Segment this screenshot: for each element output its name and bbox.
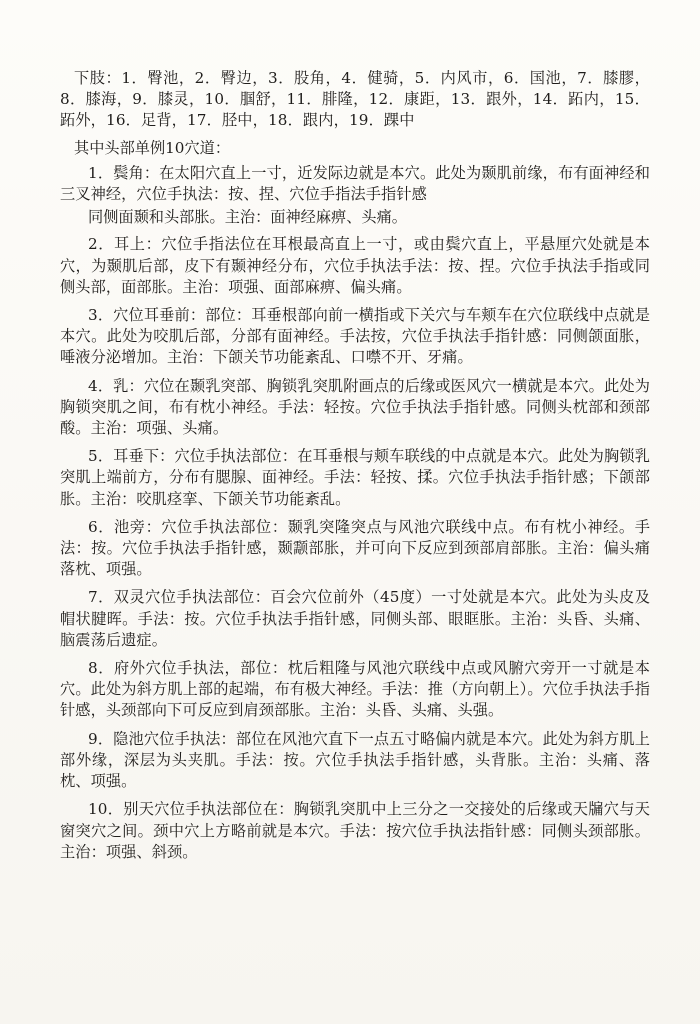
head-section-subtitle: 其中头部单例10穴道： bbox=[74, 138, 231, 157]
point-item-2: 2．耳上：穴位手指法位在耳根最高直上一寸，或由鬓穴直上，平悬厘穴处就是本穴，为颞肌后部，皮下有颞神经分布，穴位手执法手法：按、捏。穴位手执法手指或同侧头部，面部胀。主治：项强、面部麻痹、偏头痛。 bbox=[60, 235, 650, 296]
point-item-6: 6．池旁：穴位手执法部位：颞乳突隆突点与风池穴联线中点。布有枕小神经。手法：按。穴位手执法手指针感，颞颥部胀，并可向下反应到颈部肩部胀。主治：偏头痛落枕、项强。 bbox=[60, 517, 650, 579]
point-item-10: 10．别天穴位手执法部位在：胸锁乳突肌中上三分之一交接处的后缘或天牖穴与天窗突穴之间。颈中穴上方略前就是本穴。手法：按穴位手执法指针感：同侧头颈部胀。主治：项强、斜颈。 bbox=[60, 800, 650, 861]
point-item-1: 1．鬓角：在太阳穴直上一寸，近发际边就是本穴。此处为颞肌前缘，布有面神经和三叉神经，穴位手执法：按、捏、穴位手指法手指针感 bbox=[60, 163, 650, 204]
point-item-9: 9．隐池穴位手执法：部位在风池穴直下一点五寸略偏内就是本穴。此处为斜方肌上部外缘，深层为头夹肌。手法：按。穴位手执法手指针感，头背胀。主治：头痛、落枕、项强。 bbox=[60, 729, 650, 791]
lower-limb-points: 下肢：1．臀池，2．臀边，3．股角，4．健骑，5．内风市，6．国池，7．膝膠，8．膝海，9．膝灵，10．腘舒，11．腓隆，12．康距，13．跟外，14．跖内，15．跖外，16．足背，17．胫中，18．跟内，19．踝中 bbox=[60, 69, 650, 130]
point-item-7: 7．双灵穴位手执法部位：百会穴位前外（45度）一寸处就是本穴。此处为头皮及帽状腱晖。手法：按。穴位手执法手指针感，同侧头部、眼眶胀。主治：头昏、头痛、脑震荡后遗症。 bbox=[60, 588, 650, 649]
point-item-5: 5．耳垂下：穴位手执法部位：在耳垂根与颊车联线的中点就是本穴。此处为胸锁乳突肌上端前方，分布有腮腺、面神经。手法：轻按、揉。穴位手执法手指针感；下颌部胀。主治：咬肌痉挛、下颌关节功能紊乱。 bbox=[60, 447, 650, 508]
point-item-3: 3．穴位耳垂前：部位：耳垂根部向前一横指或下关穴与车颊车在穴位联线中点就是本穴。此处为咬肌后部，分部有面神经。手法按，穴位手执法手指针感：同侧颌面胀，唾液分泌增加。主治：下颌关节功能紊乱、口噤不开、牙痛。 bbox=[60, 306, 650, 367]
point-item-4: 4．乳：穴位在颞乳突部、胸锁乳突肌附画点的后缘或医风穴一横就是本穴。此处为胸锁突肌之间，布有枕小神经。手法：轻按。穴位手执法手指针感。同侧头枕部和颈部酸。主治：项强、头痛。 bbox=[60, 376, 650, 438]
point-item-8: 8．府外穴位手执法，部位：枕后粗隆与风池穴联线中点或风腑穴旁开一寸就是本穴。此处为斜方肌上部的起端，布有极大神经。手法：推（方向朝上）。穴位手执法手指针感，头颈部向下可反应到肩颈部胀。主治：头昏、头痛、头强。 bbox=[60, 659, 650, 720]
point-item-1-continuation: 同侧面颞和头部胀。主治：面神经麻痹、头痛。 bbox=[88, 208, 407, 227]
